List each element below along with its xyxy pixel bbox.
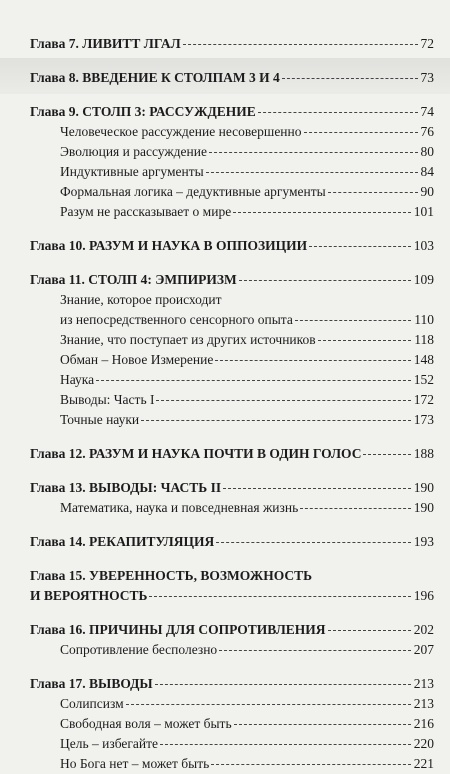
- entry-title: Солипсизм: [60, 696, 124, 711]
- entry-page: 73: [420, 70, 434, 85]
- toc-subentry: [30, 640, 434, 660]
- entry-title: Глава 12. РАЗУМ И НАУКА ПОЧТИ В ОДИН ГОЛОС: [30, 446, 362, 461]
- entry-title: Свободная воля – может быть: [60, 716, 232, 731]
- toc-subentry: [30, 350, 434, 370]
- entry-page: 74: [420, 104, 434, 119]
- entry-page: 110: [414, 312, 434, 327]
- toc-entry: [30, 674, 434, 694]
- chapter-9: [30, 102, 434, 222]
- entry-title: Индуктивные аргументы: [60, 164, 204, 179]
- chapter-15: [30, 566, 434, 606]
- toc-subentry: [30, 330, 434, 350]
- toc-subentry: [30, 694, 434, 714]
- toc-entry: [30, 270, 434, 290]
- chapter-8: [30, 68, 434, 88]
- toc-entry: [30, 34, 434, 54]
- toc-subentry: [30, 162, 434, 182]
- chapter-13: [30, 478, 434, 518]
- toc-subentry: [30, 142, 434, 162]
- entry-title: Но Бога нет – может быть: [60, 756, 210, 771]
- table-of-contents: [30, 34, 434, 774]
- chapter-7: [30, 34, 434, 54]
- toc-entry: [30, 620, 434, 640]
- toc-subentry: [30, 370, 434, 390]
- entry-page: 220: [413, 736, 434, 751]
- chapter-12: [30, 444, 434, 464]
- entry-title: Глава 7. ЛИВИТТ ЛГАЛ: [30, 36, 181, 51]
- toc-entry: [30, 68, 434, 88]
- entry-title: Глава 17. ВЫВОДЫ: [30, 676, 153, 691]
- toc-subentry: [30, 410, 434, 430]
- entry-title: Обман – Новое Измерение: [60, 352, 214, 367]
- entry-title: Точные науки: [60, 412, 140, 427]
- entry-title: Глава 10. РАЗУМ И НАУКА В ОППОЗИЦИИ: [30, 238, 308, 253]
- toc-subentry: [30, 734, 434, 754]
- entry-page: 84: [420, 164, 434, 179]
- entry-title: Наука: [60, 372, 95, 387]
- entry-title: Эволюция и рассуждение: [60, 144, 207, 159]
- entry-page: 193: [413, 534, 434, 549]
- entry-page: 202: [413, 622, 434, 637]
- chapter-14: [30, 532, 434, 552]
- entry-page: 172: [413, 392, 434, 407]
- entry-page: 207: [413, 642, 434, 657]
- entry-page: 72: [420, 36, 434, 51]
- entry-page: 103: [413, 238, 434, 253]
- toc-entry: [30, 586, 434, 606]
- entry-title: Глава 14. РЕКАПИТУЛЯЦИЯ: [30, 534, 215, 549]
- chapter-17: [30, 674, 434, 774]
- entry-page: 101: [413, 204, 434, 219]
- entry-page: 148: [413, 352, 434, 367]
- entry-title-first-line: Глава 15. УВЕРЕННОСТЬ, ВОЗМОЖНОСТЬ: [30, 568, 313, 583]
- toc-subentry: [30, 498, 434, 518]
- toc-entry: [30, 478, 434, 498]
- toc-subentry: [30, 202, 434, 222]
- entry-title: Разум не рассказывает о мире: [60, 204, 232, 219]
- entry-page: 196: [413, 588, 434, 603]
- entry-title: И ВЕРОЯТНОСТЬ: [30, 588, 148, 603]
- entry-title: Цель – избегайте: [60, 736, 159, 751]
- toc-subentry: [30, 390, 434, 410]
- entry-title: Формальная логика – дедуктивные аргументы: [60, 184, 326, 199]
- entry-page: 118: [414, 332, 434, 347]
- toc-entry: [30, 444, 434, 464]
- entry-page: 80: [420, 144, 434, 159]
- entry-page: 190: [413, 480, 434, 495]
- entry-title: из непосредственного сенсорного опыта: [60, 312, 293, 327]
- entry-page: 109: [413, 272, 434, 287]
- toc-entry: [30, 102, 434, 122]
- chapter-11: [30, 270, 434, 430]
- subentry-first-line: Знание, которое происходит: [60, 292, 222, 307]
- chapter-10: [30, 236, 434, 256]
- toc-entry: [30, 532, 434, 552]
- toc-subentry: [30, 714, 434, 734]
- entry-page: 216: [413, 716, 434, 731]
- entry-page: 76: [420, 124, 434, 139]
- entry-page: 213: [413, 676, 434, 691]
- entry-title: Глава 9. СТОЛП 3: РАССУЖДЕНИЕ: [30, 104, 256, 119]
- toc-subentry: [30, 310, 434, 330]
- entry-title: Глава 11. СТОЛП 4: ЭМПИРИЗМ: [30, 272, 237, 287]
- entry-page: 190: [413, 500, 434, 515]
- entry-title: Человеческое рассуждение несовершенно: [60, 124, 302, 139]
- entry-title: Математика, наука и повседневная жизнь: [60, 500, 299, 515]
- toc-subentry: [30, 754, 434, 774]
- toc-subentry: [30, 122, 434, 142]
- toc-subentry: [30, 182, 434, 202]
- entry-page: 188: [413, 446, 434, 461]
- entry-page: 90: [420, 184, 434, 199]
- entry-title: Глава 16. ПРИЧИНЫ ДЛЯ СОПРОТИВЛЕНИЯ: [30, 622, 326, 637]
- entry-title: Сопротивление бесполезно: [60, 642, 218, 657]
- entry-title: Глава 8. ВВЕДЕНИЕ К СТОЛПАМ 3 И 4: [30, 70, 280, 85]
- entry-title: Знание, что поступает из других источников: [60, 332, 316, 347]
- entry-title: Глава 13. ВЫВОДЫ: ЧАСТЬ II: [30, 480, 222, 495]
- entry-page: 213: [413, 696, 434, 711]
- entry-page: 221: [413, 756, 434, 771]
- entry-title: Выводы: Часть I: [60, 392, 155, 407]
- entry-page: 173: [413, 412, 434, 427]
- chapter-16: [30, 620, 434, 660]
- toc-entry: [30, 236, 434, 256]
- entry-page: 152: [413, 372, 434, 387]
